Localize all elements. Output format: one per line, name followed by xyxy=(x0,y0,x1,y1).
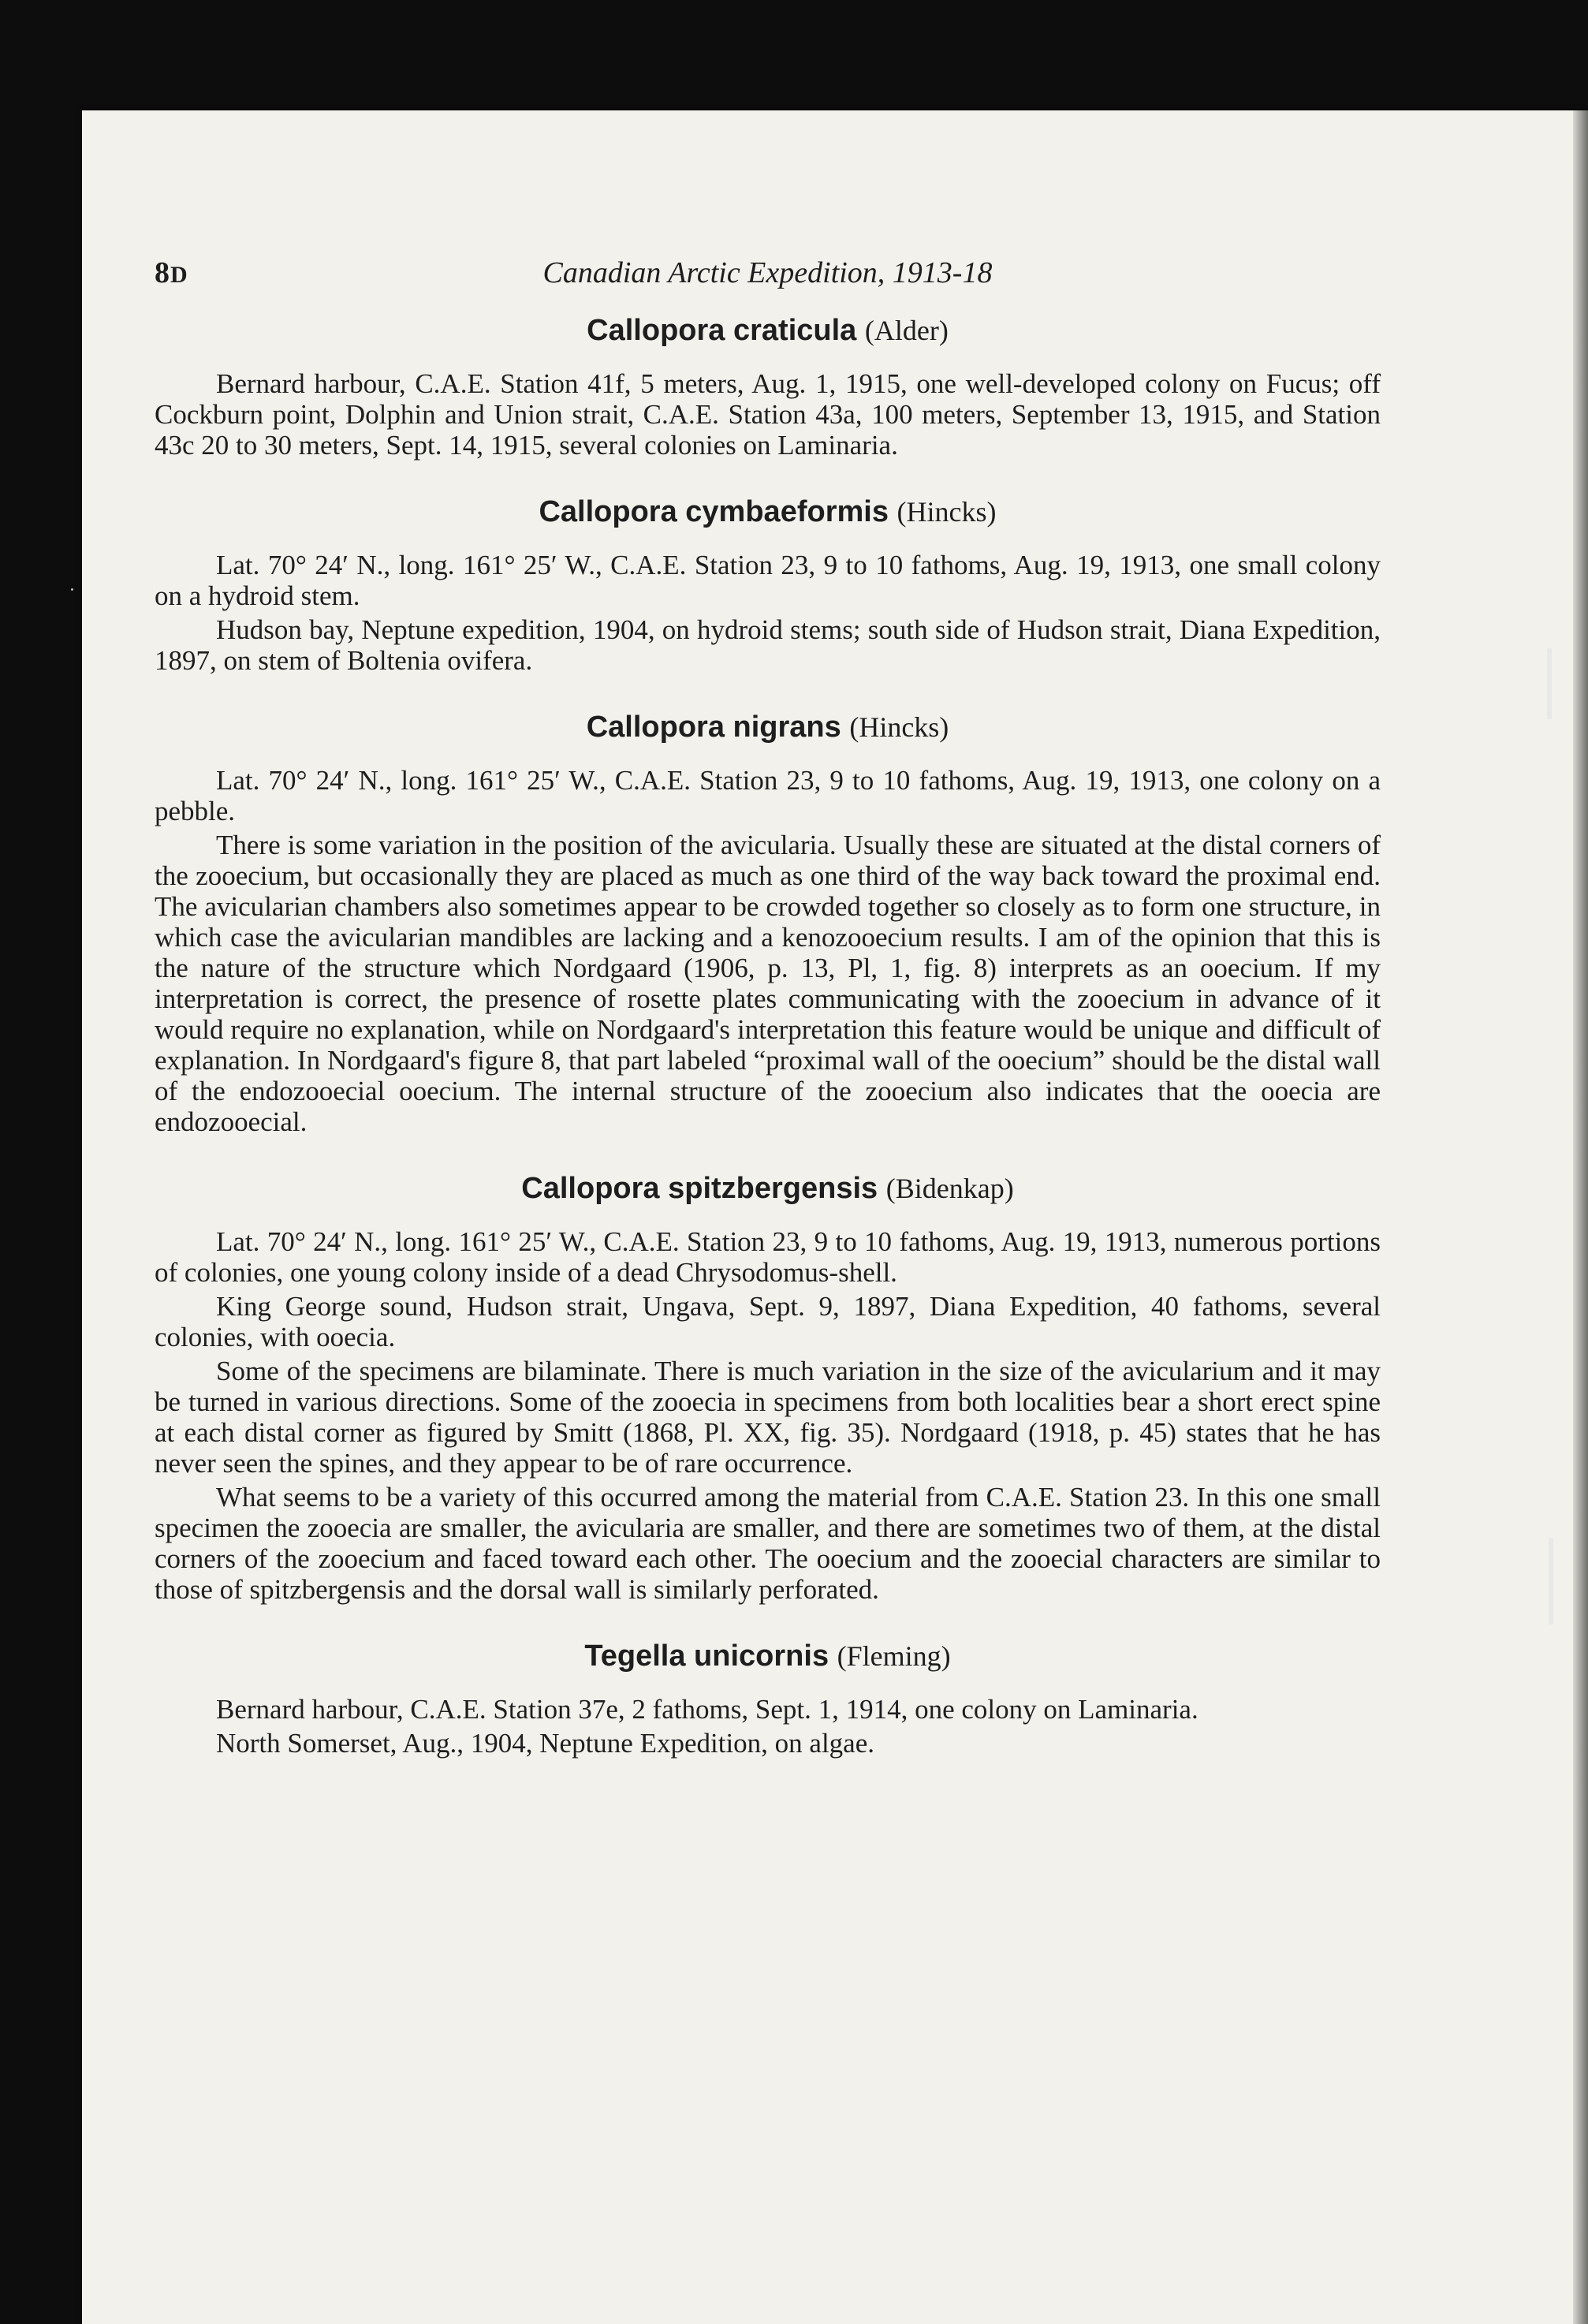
scan-artifact-mark xyxy=(1549,1538,1553,1625)
species-paragraph: Lat. 70° 24′ N., long. 161° 25′ W., C.A.E. Station 23, 9 to 10 fathoms, Aug. 19, 1913, one colony on a pebble. xyxy=(155,765,1381,826)
species-entry-callopora-spitzbergensis xyxy=(155,1172,1381,1605)
running-head xyxy=(155,256,1381,293)
species-name: Callopora nigrans xyxy=(586,711,841,744)
species-paragraph: Hudson bay, Neptune expedition, 1904, on hydroid stems; south side of Hudson strait, Diana Expedition, 1897, on stem of Boltenia ovifera. xyxy=(155,614,1381,676)
species-heading xyxy=(155,1639,1381,1673)
scan-artifact-mark xyxy=(1547,648,1552,719)
species-entry-callopora-nigrans xyxy=(155,711,1381,1137)
species-heading xyxy=(155,314,1381,348)
page-number: 8D xyxy=(155,256,188,289)
species-entry-callopora-craticula xyxy=(155,314,1381,461)
species-heading xyxy=(155,711,1381,744)
species-paragraph: Lat. 70° 24′ N., long. 161° 25′ W., C.A.E. Station 23, 9 to 10 fathoms, Aug. 19, 1913, one small colony on a hydroid stem. xyxy=(155,550,1381,611)
species-paragraph: Bernard harbour, C.A.E. Station 37e, 2 fathoms, Sept. 1, 1914, one colony on Laminaria. xyxy=(216,1694,1198,1725)
species-paragraph: Bernard harbour, C.A.E. Station 41f, 5 meters, Aug. 1, 1915, one well-developed colony on Fucus; off Cockburn point, Dolphin and Union strait, C.A.E. Station 43a, 100 meters, September 13, 1915, and Station 43c 20 to 30 meters, Sept. 14, 1915, several colonies on Laminaria. xyxy=(155,368,1381,461)
species-heading xyxy=(155,495,1381,529)
page-edge-shadow xyxy=(1573,110,1588,2324)
species-name: Tegella unicornis xyxy=(584,1639,829,1673)
species-paragraph: What seems to be a variety of this occurred among the material from C.A.E. Station 23. In this one small specimen the zooecia are smaller, the avicularia are smaller, and there are sometimes two of them, at the distal corners of the zooecium and faced toward each other. The ooecium and the zooecial characters are similar to those of spitzbergensis and the dorsal wall is similarly perforated. xyxy=(155,1482,1381,1605)
species-paragraph: North Somerset, Aug., 1904, Neptune Expedition, on algae. xyxy=(216,1728,874,1759)
species-paragraph: There is some variation in the position of the avicularia. Usually these are situated at the distal corners of the zooecium, but occasionally they are placed as much as one third of the way back toward the proximal end. The avicularian chambers also sometimes appear to be crowded together so closely as to form one structure, in which case the avicularian mandibles are lacking and a kenozooecium results. I am of the opinion that this is the nature of the structure which Nordgaard (1906, p. 13, Pl, 1, fig. 8) interprets as an ooecium. If my interpretation is correct, the presence of rosette plates communicating with the zooecium in advance of it would require no explanation, while on Nordgaard's interpretation this feature would be unique and difficult of explanation. In Nordgaard's figure 8, that part labeled “proximal wall of the ooecium” should be the distal wall of the endozooecial ooecium. The internal structure of the zooecium also indicates that the ooecia are endozooecial. xyxy=(155,830,1381,1137)
species-paragraph: Lat. 70° 24′ N., long. 161° 25′ W., C.A.E. Station 23, 9 to 10 fathoms, Aug. 19, 1913, numerous portions of colonies, one young colony inside of a dead Chrysodomus-shell. xyxy=(155,1226,1381,1288)
species-entry-callopora-cymbaeformis xyxy=(155,495,1381,676)
species-author: (Hincks) xyxy=(849,711,949,743)
scan-speck xyxy=(71,588,73,591)
species-heading xyxy=(155,1172,1381,1206)
journal-title: Canadian Arctic Expedition, 1913-18 xyxy=(542,256,993,289)
species-name: Callopora cymbaeformis xyxy=(539,495,889,528)
species-entry-tegella-unicornis xyxy=(155,1639,1381,1759)
species-author: (Bidenkap) xyxy=(885,1173,1014,1204)
species-name: Callopora craticula xyxy=(587,314,857,347)
page-content xyxy=(155,256,1381,1759)
species-author: (Hincks) xyxy=(897,496,997,528)
species-author: (Fleming) xyxy=(837,1640,951,1672)
species-paragraph: Some of the specimens are bilaminate. There is much variation in the size of the avicularium and it may be turned in various directions. Some of the zooecia in specimens from both localities bear a short erect spine at each distal corner as figured by Smitt (1868, Pl. XX, fig. 35). Nordgaard (1918, p. 45) states that he has never seen the spines, and they appear to be of rare occurrence. xyxy=(155,1356,1381,1479)
species-name: Callopora spitzbergensis xyxy=(521,1172,878,1205)
species-author: (Alder) xyxy=(864,315,949,346)
species-paragraph: King George sound, Hudson strait, Ungava, Sept. 9, 1897, Diana Expedition, 40 fathoms, several colonies, with ooecia. xyxy=(155,1291,1381,1352)
